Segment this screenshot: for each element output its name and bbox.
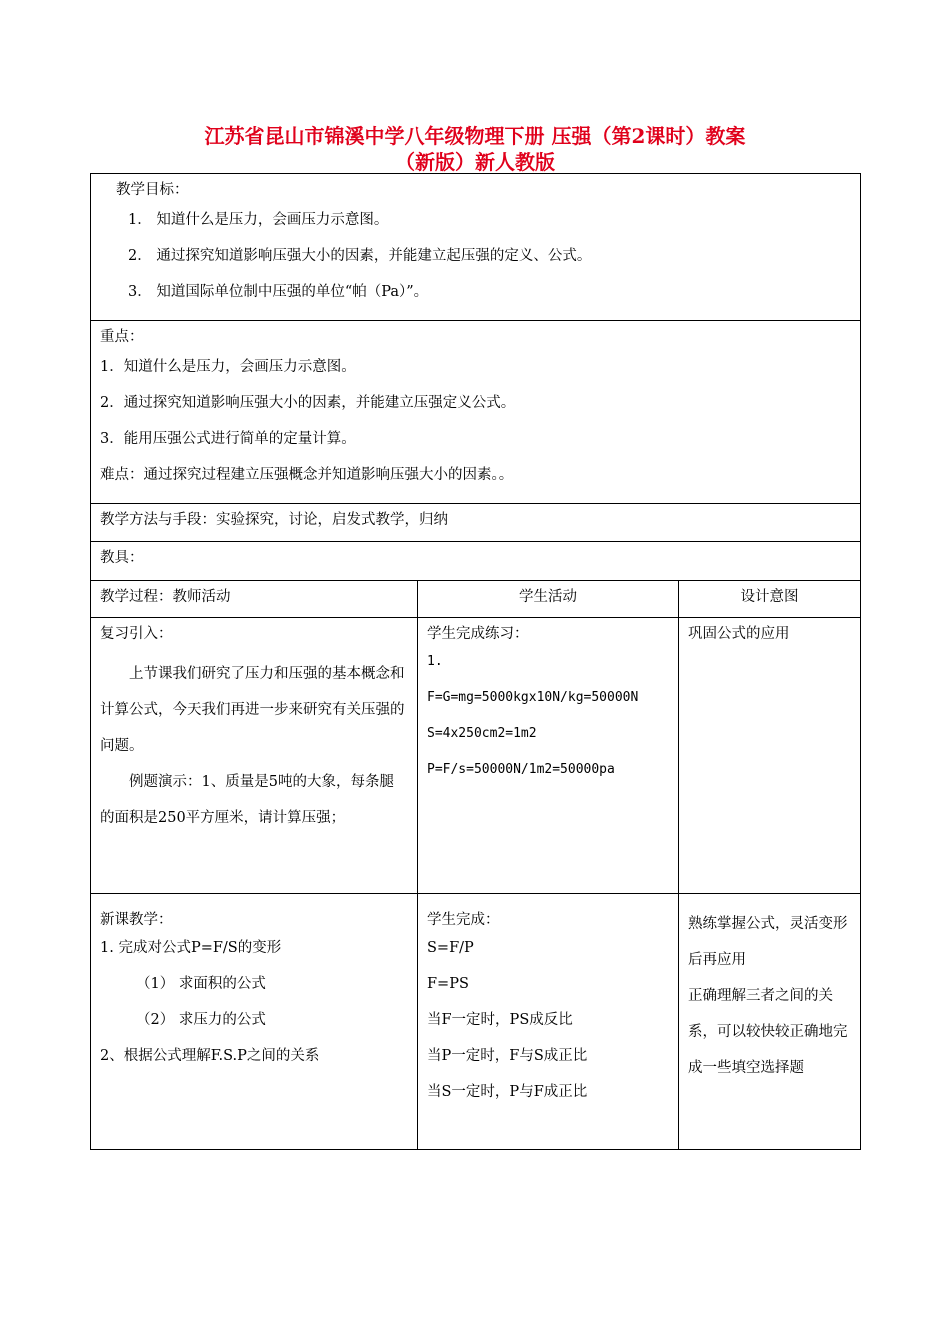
new-lesson-student-cell [418, 894, 679, 1150]
objectives-cell [91, 174, 861, 321]
new-lesson-teacher-cell [91, 894, 418, 1150]
lesson-plan-table [90, 173, 861, 1150]
methods-row [91, 504, 861, 542]
document-title-line2: （新版）新人教版 [395, 150, 555, 174]
key-points-row [91, 321, 861, 504]
tools-row [91, 542, 861, 581]
key-point-item-1: 1．知道什么是压力，会画压力示意图。 [100, 359, 356, 375]
new-lesson-intent-2: 正确理解三者之间的关系，可以较快较正确地完成一些填空选择题 [688, 988, 848, 1076]
key-point-item-3: 3．能用压强公式进行简单的定量计算。 [100, 431, 356, 447]
review-teacher-heading: 复习引入： [100, 626, 173, 642]
key-points-heading: 重点： [100, 329, 144, 345]
new-lesson-student-line-2: F=PS [427, 976, 469, 992]
review-teacher-cell [91, 618, 418, 894]
new-lesson-teacher-line-2: （1） 求面积的公式 [136, 976, 266, 992]
new-lesson-student-line-1: S=F/P [427, 940, 474, 956]
review-student-heading: 学生完成练习： [427, 626, 529, 642]
review-student-line-3: S=4x250cm2=1m2 [427, 726, 537, 741]
key-points-cell [91, 321, 861, 504]
new-lesson-teacher-line-4: 2、根据公式理解F.S.P之间的关系 [100, 1048, 320, 1064]
review-intent-cell [679, 618, 861, 894]
new-lesson-teacher-heading: 新课教学： [100, 912, 173, 928]
design-intent-header [679, 581, 861, 618]
new-lesson-teacher-line-1: 1. 完成对公式P=F/S的变形 [100, 940, 282, 956]
review-intent-text: 巩固公式的应用 [688, 626, 790, 642]
design-intent-header-label: 设计意图 [740, 589, 799, 605]
objectives-row [91, 174, 861, 321]
objective-item-2: 2． 通过探究知道影响压强大小的因素，并能建立起压强的定义、公式。 [128, 248, 592, 264]
objectives-heading: 教学目标： [116, 182, 189, 198]
new-lesson-student-heading: 学生完成： [427, 912, 500, 928]
process-header-row [91, 581, 861, 618]
review-row [91, 618, 861, 894]
review-student-cell [418, 618, 679, 894]
new-lesson-intent-1: 熟练掌握公式，灵活变形后再应用 [688, 916, 848, 968]
methods-text: 教学方法与手段：实验探究，讨论，启发式教学，归纳 [100, 512, 448, 528]
difficulty-text: 难点：通过探究过程建立压强概念并知道影响压强大小的因素。。 [100, 467, 514, 483]
key-point-item-2: 2．通过探究知道影响压强大小的因素，并能建立压强定义公式。 [100, 395, 516, 411]
new-lesson-teacher-line-3: （2） 求压力的公式 [136, 1012, 266, 1028]
teacher-activity-header [91, 581, 418, 618]
tools-text: 教具： [100, 550, 144, 566]
student-activity-header [418, 581, 679, 618]
new-lesson-intent-cell [679, 894, 861, 1150]
review-student-line-2: F=G=mg=5000kgx10N/kg=50000N [427, 690, 639, 705]
student-activity-header-label: 学生活动 [519, 589, 577, 605]
tools-cell [91, 542, 861, 581]
objective-item-1: 1． 知道什么是压力，会画压力示意图。 [128, 212, 389, 228]
review-student-line-4: P=F/s=50000N/1m2=50000pa [427, 762, 615, 777]
review-teacher-paragraph-2: 例题演示：1、质量是5吨的大象，每条腿的面积是250平方厘米，请计算压强； [100, 774, 394, 826]
review-student-line-1: 1. [427, 654, 443, 669]
new-lesson-student-line-4: 当P一定时，F与S成正比 [427, 1048, 588, 1064]
methods-cell [91, 504, 861, 542]
document-title-line1: 江苏省昆山市锦溪中学八年级物理下册 压强（第2课时）教案 [204, 124, 746, 148]
review-teacher-paragraph-1: 上节课我们研究了压力和压强的基本概念和计算公式，今天我们再进一步来研究有关压强的问题。 [100, 666, 405, 754]
new-lesson-row [91, 894, 861, 1150]
new-lesson-student-line-3: 当F一定时，PS成反比 [427, 1012, 573, 1028]
teacher-activity-header-label: 教学过程：教师活动 [100, 589, 231, 605]
objective-item-3: 3． 知道国际单位制中压强的单位“帕（Pa）”。 [128, 284, 429, 300]
new-lesson-student-line-5: 当S一定时，P与F成正比 [427, 1084, 588, 1100]
